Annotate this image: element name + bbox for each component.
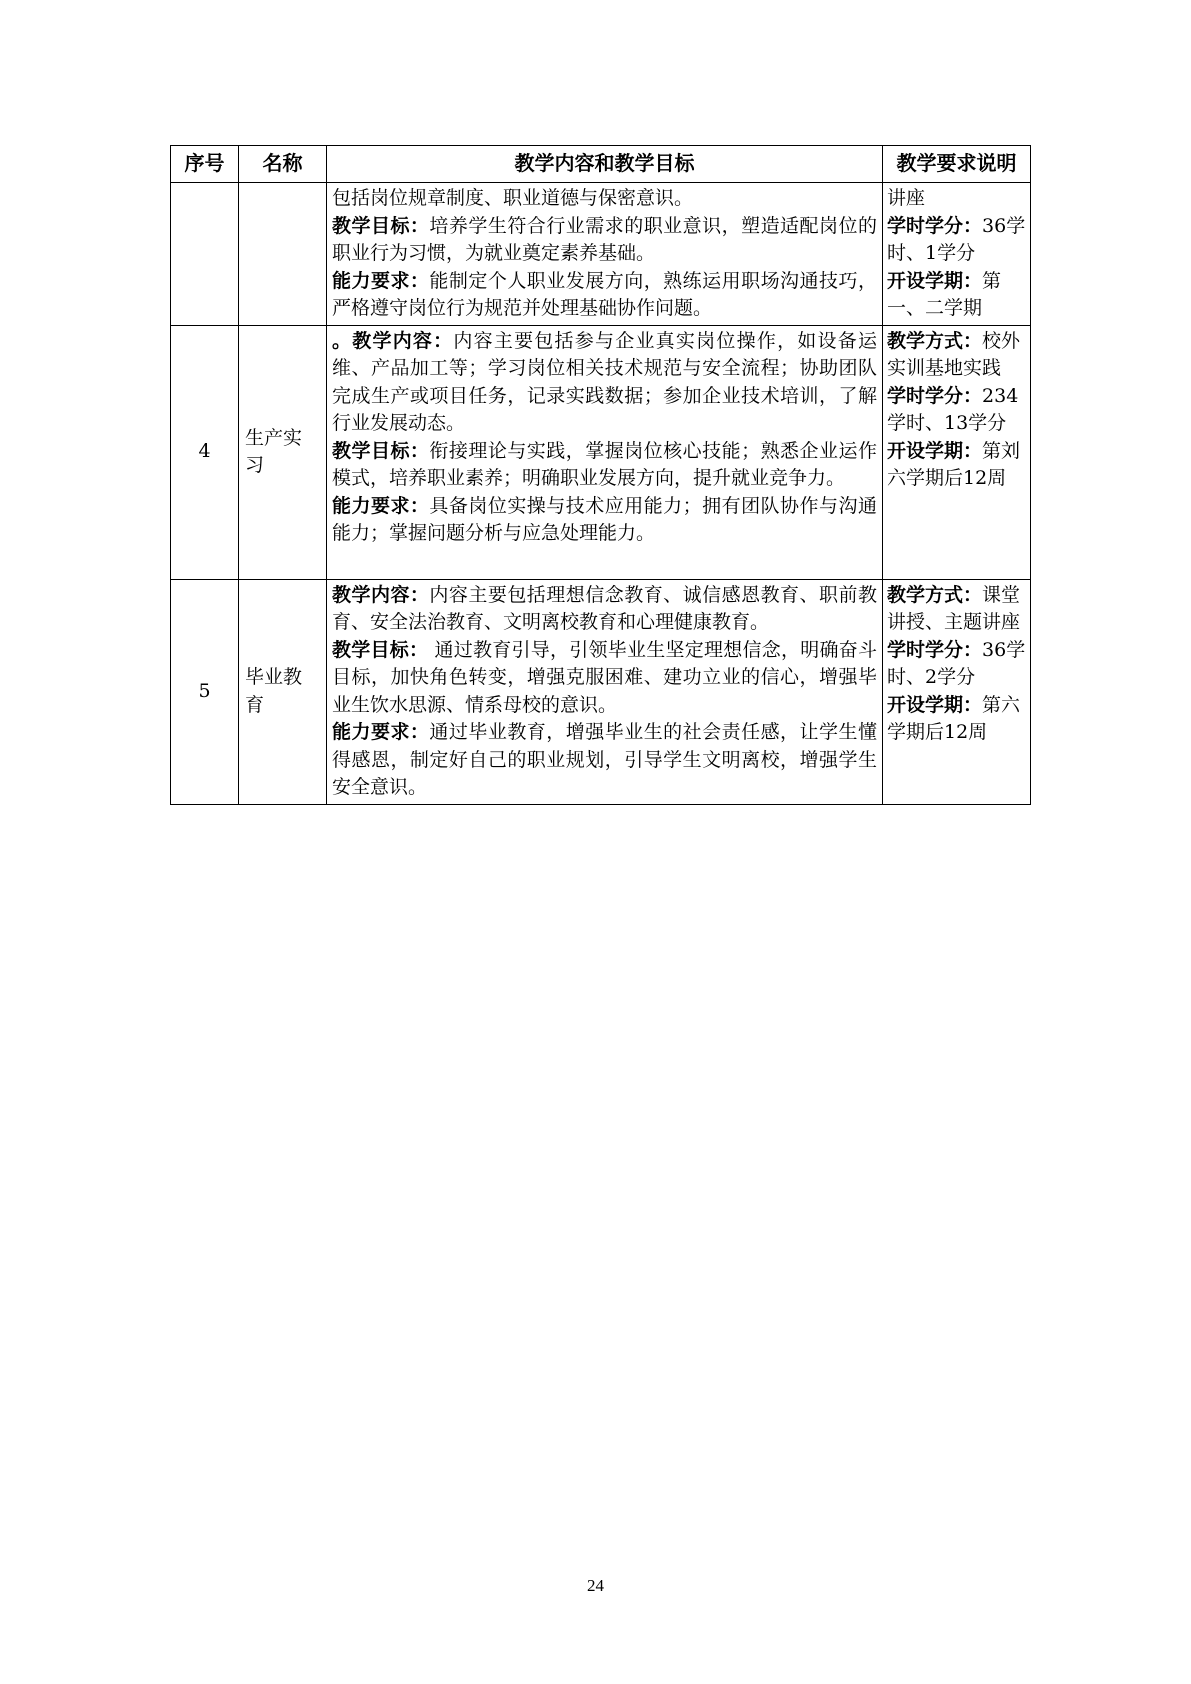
content-label: 教学目标：	[332, 214, 430, 237]
content-paragraph	[332, 582, 877, 637]
content-label: 教学目标：	[332, 638, 429, 661]
requirement-label: 开设学期：	[887, 693, 983, 716]
requirement-label: 教学方式：	[887, 329, 983, 352]
table-row	[171, 325, 1031, 579]
requirement-text: 36学时、2学分	[887, 638, 1026, 688]
requirement-text: 第一、二学期	[887, 269, 1002, 319]
content-paragraph	[332, 637, 877, 720]
content-text: 内容主要包括理想信念教育、诚信感恩教育、职前教育、安全法治教育、文明离校教育和心理健康教育。	[332, 583, 877, 633]
content-text: 通过教育引导，引领毕业生坚定理想信念，明确奋斗目标，加快角色转变，增强克服困难、建功立业的信心，增强毕业生饮水思源、情系母校的意识。	[332, 638, 877, 716]
requirement-text: 校外实训基地实践	[887, 329, 1021, 379]
content-paragraph	[332, 213, 877, 268]
content-paragraph	[332, 268, 877, 323]
row-name	[239, 183, 327, 326]
requirement-label: 学时学分：	[887, 384, 983, 407]
content-paragraph	[332, 185, 877, 213]
row-seq: 5	[171, 579, 239, 804]
table-header-row	[171, 146, 1031, 183]
requirement-label: 开设学期：	[887, 439, 983, 462]
content-paragraph	[332, 328, 877, 438]
header-seq: 序号	[171, 146, 239, 183]
row-requirements	[883, 325, 1031, 579]
content-text: 衔接理论与实践，掌握岗位核心技能；熟悉企业运作模式，培养职业素养；明确职业发展方向，提升就业竞争力。	[332, 439, 877, 489]
requirement-label: 开设学期：	[887, 269, 983, 292]
row-seq: 4	[171, 325, 239, 579]
content-label: 能力要求：	[332, 721, 430, 743]
requirement-text: 第六学期后12周	[887, 693, 1021, 743]
requirement-item	[887, 213, 1026, 268]
row-content	[327, 579, 883, 804]
requirement-item	[887, 383, 1026, 438]
requirement-item	[887, 185, 1026, 213]
requirement-item	[887, 637, 1026, 692]
content-paragraph	[332, 493, 877, 548]
row-content	[327, 325, 883, 579]
content-label: 教学内容：	[332, 583, 430, 606]
content-text: 培养学生符合行业需求的职业意识，塑造适配岗位的职业行为习惯，为就业奠定素养基础。	[332, 214, 877, 264]
content-label: 能力要求：	[332, 269, 430, 292]
row-requirements	[883, 183, 1031, 326]
requirement-label: 学时学分：	[887, 214, 983, 237]
content-text: 内容主要包括参与企业真实岗位操作，如设备运维、产品加工等；学习岗位相关技术规范与安全流程；协助团队完成生产或项目任务，记录实践数据；参加企业技术培训，了解行业发展动态。	[332, 329, 877, 434]
content-text: 通过毕业教育，增强毕业生的社会责任感，让学生懂得感恩，制定好自己的职业规划，引导学生文明离校，增强学生安全意识。	[332, 721, 877, 798]
requirement-item	[887, 438, 1026, 493]
requirement-text: 36学时、1学分	[887, 214, 1026, 264]
requirement-text: 第刘六学期后12周	[887, 439, 1021, 489]
content-label: 能力要求：	[332, 494, 430, 517]
requirement-text: 课堂讲授、主题讲座	[887, 583, 1021, 633]
table-row	[171, 183, 1031, 326]
content-label: 。教学内容：	[332, 329, 454, 352]
page-number: 24	[587, 1576, 604, 1595]
requirement-item	[887, 268, 1026, 323]
header-requirements: 教学要求说明	[883, 146, 1031, 183]
content-text: 包括岗位规章制度、职业道德与保密意识。	[332, 187, 694, 209]
row-requirements	[883, 579, 1031, 804]
row-content	[327, 183, 883, 326]
content-text: 能制定个人职业发展方向，熟练运用职场沟通技巧，严格遵守岗位行为规范并处理基础协作问题。	[332, 269, 877, 319]
content-paragraph	[332, 438, 877, 493]
header-name: 名称	[239, 146, 327, 183]
requirement-label: 教学方式：	[887, 583, 983, 606]
requirement-text: 234学时、13学分	[887, 384, 1019, 434]
row-name: 生产实习	[239, 325, 327, 579]
requirement-item	[887, 582, 1026, 637]
content-paragraph	[332, 719, 877, 802]
requirement-label: 学时学分：	[887, 638, 983, 661]
requirement-item	[887, 328, 1026, 383]
content-text: 具备岗位实操与技术应用能力；拥有团队协作与沟通能力；掌握问题分析与应急处理能力。	[332, 494, 877, 544]
content-label: 教学目标：	[332, 439, 430, 462]
curriculum-table	[170, 145, 1031, 805]
row-seq	[171, 183, 239, 326]
table-row	[171, 579, 1031, 804]
row-name: 毕业教育	[239, 579, 327, 804]
header-content: 教学内容和教学目标	[327, 146, 883, 183]
requirement-text: 讲座	[887, 187, 926, 209]
requirement-item	[887, 692, 1026, 747]
